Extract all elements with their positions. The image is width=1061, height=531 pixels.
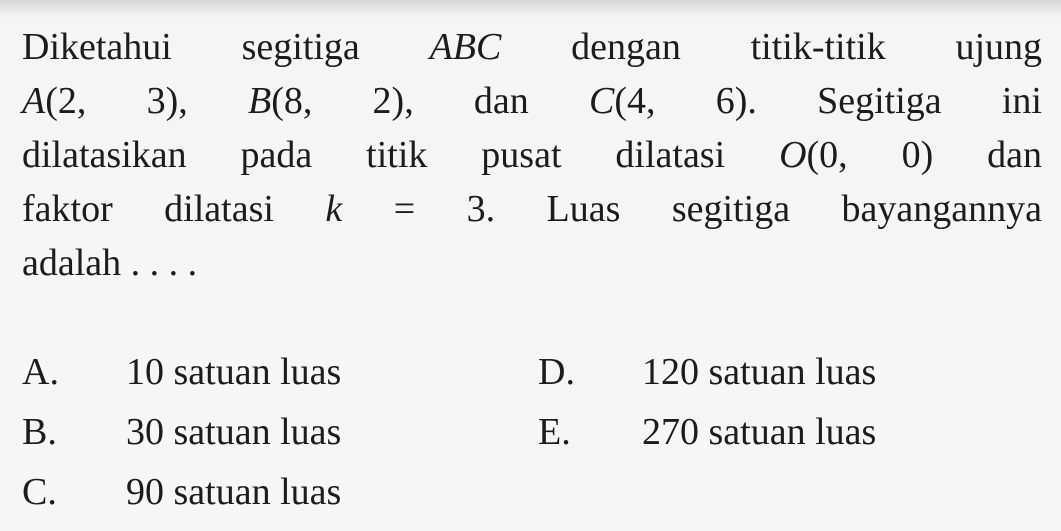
question-line-3-pre: dilatasikan pada titik pusat dilatasi xyxy=(22,134,780,176)
option-d-letter: D. xyxy=(538,351,575,393)
scale-factor-label: k xyxy=(325,188,343,230)
option-d[interactable] xyxy=(538,348,876,396)
option-b[interactable] xyxy=(22,408,341,456)
option-e[interactable] xyxy=(538,408,876,456)
question-line-5: adalah . . . . xyxy=(22,242,198,284)
question-line-2 xyxy=(22,74,1042,128)
question-line-4 xyxy=(22,182,1042,236)
question-line-4-pre: faktor dilatasi xyxy=(22,188,326,230)
point-c-coord: (4, 6). Segitiga ini xyxy=(614,80,1042,122)
center-label: O xyxy=(779,134,807,176)
point-b-label: B xyxy=(247,80,272,122)
option-e-letter: E. xyxy=(538,411,571,453)
question-line-1-post: dengan titik-titik ujung xyxy=(501,26,1043,68)
question-line-3 xyxy=(22,128,1042,182)
point-a-label: A xyxy=(22,80,46,122)
question-line-1 xyxy=(22,20,1042,74)
option-e-text: 270 satuan luas xyxy=(642,411,877,453)
option-a[interactable] xyxy=(22,348,341,396)
scan-bleed xyxy=(0,0,1061,14)
option-c-text: 90 satuan luas xyxy=(126,471,342,513)
option-a-letter: A. xyxy=(22,351,59,393)
option-c-letter: C. xyxy=(22,471,57,513)
option-b-letter: B. xyxy=(22,411,57,453)
question-line-3-post: (0, 0) dan xyxy=(806,134,1042,176)
question-line-4-post: = 3. Luas segitiga bayangannya xyxy=(342,188,1042,230)
point-b-coord: (8, 2), dan xyxy=(271,80,590,122)
point-a-coord: (2, 3), xyxy=(45,80,248,122)
option-a-text: 10 satuan luas xyxy=(126,351,342,393)
point-c-label: C xyxy=(589,80,615,122)
option-d-text: 120 satuan luas xyxy=(642,351,877,393)
question-line-1-pre: Diketahui segitiga xyxy=(22,26,430,68)
triangle-name: ABC xyxy=(429,26,502,68)
question-text xyxy=(22,20,1042,290)
option-c[interactable] xyxy=(22,468,341,516)
option-b-text: 30 satuan luas xyxy=(126,411,342,453)
